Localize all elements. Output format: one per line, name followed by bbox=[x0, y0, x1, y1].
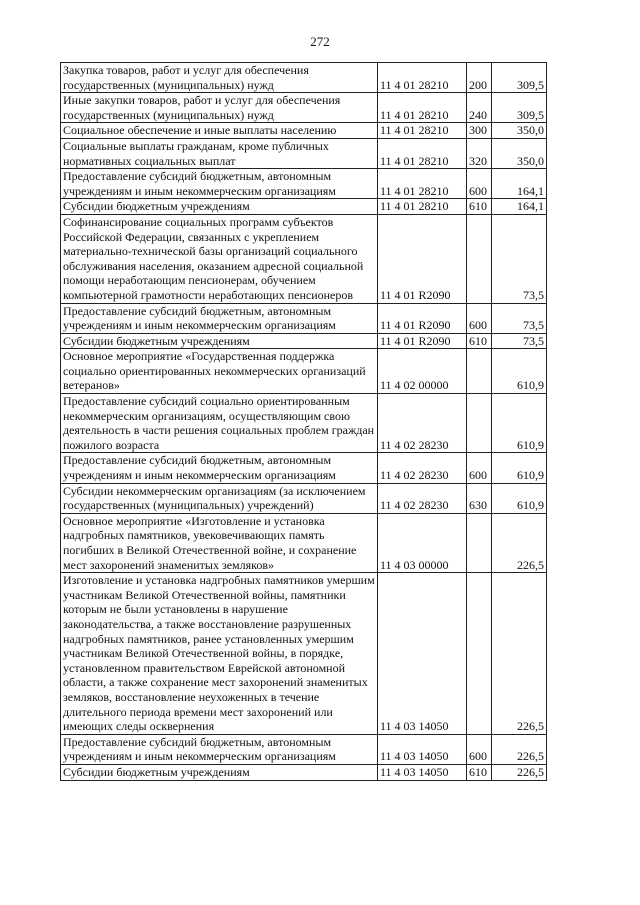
row-name-cell: Изготовление и установка надгробных памятников умершим участникам Великой Отечественной войны, памятники которым не были установлены в нарушение законодательства, а также восстановление разрушенных надгробных памятников, ранее установленных умершим участникам Великой Отечественной войны, в порядке, установленном правительством Еврейской автономной области, а также сохранение мест захоронений знаменитых земляков, восстановление неухоженных в течение длительного периода времени мест захоронений или имеющих следы осквернения bbox=[61, 573, 378, 735]
row-type-cell: 240 bbox=[467, 93, 492, 123]
row-name-cell: Предоставление субсидий бюджетным, автономным учреждениям и иным некоммерческим организациям bbox=[61, 169, 378, 199]
row-amount-cell: 309,5 bbox=[492, 93, 547, 123]
row-name-cell: Иные закупки товаров, работ и услуг для обеспечения государственных (муниципальных) нужд bbox=[61, 93, 378, 123]
row-code-cell: 11 4 03 14050 bbox=[378, 734, 467, 764]
budget-table bbox=[60, 62, 547, 781]
row-type-cell bbox=[467, 513, 492, 572]
row-name-cell: Социальное обеспечение и иные выплаты населению bbox=[61, 123, 378, 139]
table-row bbox=[61, 93, 547, 123]
table-row bbox=[61, 734, 547, 764]
row-name-cell: Предоставление субсидий бюджетным, автономным учреждениям и иным некоммерческим организациям bbox=[61, 734, 378, 764]
row-code-cell: 11 4 01 R2090 bbox=[378, 303, 467, 333]
row-code-cell: 11 4 03 00000 bbox=[378, 513, 467, 572]
row-code-cell: 11 4 02 28230 bbox=[378, 394, 467, 453]
row-type-cell bbox=[467, 394, 492, 453]
table-row bbox=[61, 333, 547, 349]
row-type-cell: 300 bbox=[467, 123, 492, 139]
row-amount-cell: 226,5 bbox=[492, 513, 547, 572]
row-name-cell: Субсидии бюджетным учреждениям bbox=[61, 333, 378, 349]
row-name-cell: Софинансирование социальных программ субъектов Российской Федерации, связанных с укреплением материально-технической базы организаций социального обслуживания населения, оказанием адресной социальной помощи неработающим пенсионерам, обучением компьютерной грамотности неработающих пенсионеров bbox=[61, 214, 378, 303]
row-type-cell bbox=[467, 214, 492, 303]
row-code-cell: 11 4 02 00000 bbox=[378, 349, 467, 394]
row-amount-cell: 350,0 bbox=[492, 138, 547, 168]
row-type-cell: 610 bbox=[467, 199, 492, 215]
table-row bbox=[61, 483, 547, 513]
row-amount-cell: 610,9 bbox=[492, 453, 547, 483]
table-row bbox=[61, 123, 547, 139]
row-amount-cell: 73,5 bbox=[492, 303, 547, 333]
row-type-cell: 600 bbox=[467, 303, 492, 333]
table-row bbox=[61, 349, 547, 394]
row-type-cell: 200 bbox=[467, 63, 492, 93]
row-code-cell: 11 4 01 28210 bbox=[378, 93, 467, 123]
table-row bbox=[61, 394, 547, 453]
row-amount-cell: 350,0 bbox=[492, 123, 547, 139]
row-code-cell: 11 4 01 28210 bbox=[378, 199, 467, 215]
row-name-cell: Социальные выплаты гражданам, кроме публичных нормативных социальных выплат bbox=[61, 138, 378, 168]
table-row bbox=[61, 63, 547, 93]
row-code-cell: 11 4 01 28210 bbox=[378, 138, 467, 168]
table-row bbox=[61, 303, 547, 333]
row-type-cell: 600 bbox=[467, 453, 492, 483]
table-row bbox=[61, 573, 547, 735]
row-code-cell: 11 4 03 14050 bbox=[378, 573, 467, 735]
row-type-cell bbox=[467, 349, 492, 394]
row-amount-cell: 309,5 bbox=[492, 63, 547, 93]
row-amount-cell: 226,5 bbox=[492, 573, 547, 735]
row-type-cell: 610 bbox=[467, 764, 492, 780]
row-name-cell: Предоставление субсидий бюджетным, автономным учреждениям и иным некоммерческим организациям bbox=[61, 453, 378, 483]
row-name-cell: Основное мероприятие «Изготовление и установка надгробных памятников, увековечивающих память погибших в Великой Отечественной войне, и сохранение мест захоронений знаменитых земляков» bbox=[61, 513, 378, 572]
table-row bbox=[61, 513, 547, 572]
table-row bbox=[61, 138, 547, 168]
row-type-cell: 610 bbox=[467, 333, 492, 349]
table-row bbox=[61, 453, 547, 483]
page-number: 272 bbox=[310, 34, 330, 49]
row-code-cell: 11 4 01 R2090 bbox=[378, 333, 467, 349]
row-code-cell: 11 4 02 28230 bbox=[378, 483, 467, 513]
row-name-cell: Предоставление субсидий социально ориентированным некоммерческим организациям, осуществляющим свою деятельность в части решения социальных проблем граждан пожилого возраста bbox=[61, 394, 378, 453]
row-name-cell: Закупка товаров, работ и услуг для обеспечения государственных (муниципальных) нужд bbox=[61, 63, 378, 93]
row-type-cell: 600 bbox=[467, 169, 492, 199]
row-amount-cell: 164,1 bbox=[492, 169, 547, 199]
row-amount-cell: 73,5 bbox=[492, 214, 547, 303]
row-amount-cell: 610,9 bbox=[492, 394, 547, 453]
row-type-cell: 630 bbox=[467, 483, 492, 513]
row-code-cell: 11 4 01 28210 bbox=[378, 123, 467, 139]
row-amount-cell: 73,5 bbox=[492, 333, 547, 349]
row-type-cell: 320 bbox=[467, 138, 492, 168]
row-amount-cell: 610,9 bbox=[492, 349, 547, 394]
row-code-cell: 11 4 01 R2090 bbox=[378, 214, 467, 303]
row-name-cell: Субсидии бюджетным учреждениям bbox=[61, 764, 378, 780]
row-name-cell: Основное мероприятие «Государственная поддержка социально ориентированных некоммерческих организаций ветеранов» bbox=[61, 349, 378, 394]
table-row bbox=[61, 169, 547, 199]
row-name-cell: Субсидии бюджетным учреждениям bbox=[61, 199, 378, 215]
table-row bbox=[61, 764, 547, 780]
row-code-cell: 11 4 01 28210 bbox=[378, 169, 467, 199]
row-amount-cell: 610,9 bbox=[492, 483, 547, 513]
row-amount-cell: 164,1 bbox=[492, 199, 547, 215]
row-code-cell: 11 4 03 14050 bbox=[378, 764, 467, 780]
table-row bbox=[61, 199, 547, 215]
table-row bbox=[61, 214, 547, 303]
budget-table-body bbox=[61, 63, 547, 781]
row-amount-cell: 226,5 bbox=[492, 764, 547, 780]
row-amount-cell: 226,5 bbox=[492, 734, 547, 764]
row-code-cell: 11 4 01 28210 bbox=[378, 63, 467, 93]
row-code-cell: 11 4 02 28230 bbox=[378, 453, 467, 483]
row-name-cell: Субсидии некоммерческим организациям (за исключением государственных (муниципальных) учреждений) bbox=[61, 483, 378, 513]
row-type-cell: 600 bbox=[467, 734, 492, 764]
row-name-cell: Предоставление субсидий бюджетным, автономным учреждениям и иным некоммерческим организациям bbox=[61, 303, 378, 333]
row-type-cell bbox=[467, 573, 492, 735]
